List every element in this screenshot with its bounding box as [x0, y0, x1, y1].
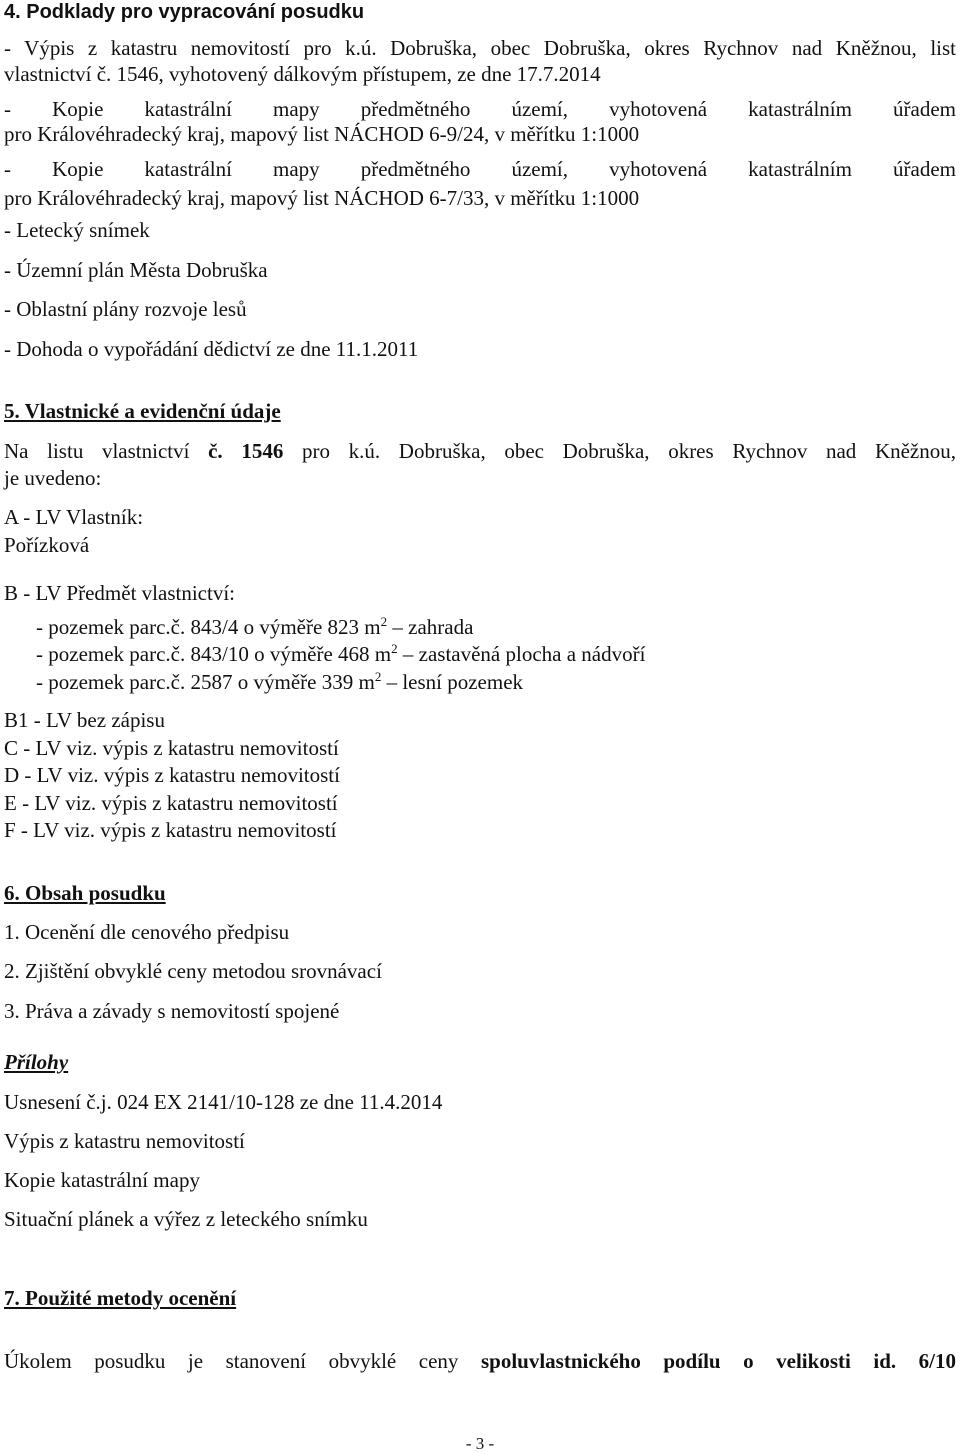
content-item: 2. Zjištění obvyklé ceny metodou srovnávací	[4, 959, 382, 983]
parcel-type: – zahrada	[387, 615, 474, 639]
source-item-1-line-2: vlastnictví č. 1546, vyhotovený dálkovým přístupem, ze dne 17.7.2014	[4, 62, 601, 86]
source-item-3-line-2: pro Královéhradecký kraj, mapový list NÁCHOD 6-7/33, v měřítku 1:1000	[4, 186, 640, 210]
section-7-heading: 7. Použité metody ocenění	[4, 1286, 237, 1310]
lv-a-label: A - LV Vlastník:	[4, 505, 144, 529]
valuation-share: spoluvlastnického podílu o velikosti id. 6/10	[480, 1349, 956, 1373]
parcel-item	[36, 670, 523, 694]
page-number: - 3 -	[465, 1434, 495, 1453]
section-6-heading: 6. Obsah posudku	[4, 881, 166, 905]
attachments-heading: Přílohy	[4, 1050, 69, 1074]
parcel-item	[36, 615, 473, 639]
parcel-unit-sup: 2	[374, 669, 382, 684]
source-item-1-line-1: - Výpis z katastru nemovitostí pro k.ú. Dobruška, obec Dobruška, okres Rychnov nad Kněžnou, list	[4, 36, 956, 60]
ownership-intro-line-2: je uvedeno:	[4, 466, 102, 490]
attachment-item: Usnesení č.j. 024 EX 2141/10-128 ze dne 11.4.2014	[4, 1090, 443, 1114]
parcel-type: – lesní pozemek	[381, 670, 524, 694]
parcel-item	[36, 642, 645, 666]
lv-b1: B1 - LV bez zápisu	[4, 708, 165, 732]
lv-e: E - LV viz. výpis z katastru nemovitostí	[4, 791, 338, 815]
parcel-unit-sup: 2	[380, 614, 388, 629]
content-item: 3. Práva a závady s nemovitostí spojené	[4, 999, 340, 1023]
ownership-intro-line-1	[4, 439, 956, 463]
lv-c: C - LV viz. výpis z katastru nemovitostí	[4, 736, 339, 760]
parcel-unit-sup: 2	[391, 641, 398, 656]
section-4-heading: 4. Podklady pro vypracování posudku	[4, 1, 365, 23]
source-item-4: - Letecký snímek	[4, 218, 150, 242]
valuation-text	[4, 1349, 956, 1373]
content-item: 1. Ocenění dle cenového předpisu	[4, 920, 290, 944]
attachment-item: Kopie katastrální mapy	[4, 1168, 200, 1192]
lv-d: D - LV viz. výpis z katastru nemovitostí	[4, 763, 340, 787]
lv-a-owner: Pořízková	[4, 533, 90, 557]
source-item-7: - Dohoda o vypořádání dědictví ze dne 11.1.2011	[4, 337, 419, 361]
source-item-5: - Územní plán Města Dobruška	[4, 258, 268, 282]
parcel-desc: - pozemek parc.č. 843/10 o výměře 468 m	[36, 642, 392, 666]
source-item-6: - Oblastní plány rozvoje lesů	[4, 297, 247, 321]
attachment-item: Výpis z katastru nemovitostí	[4, 1129, 245, 1153]
parcel-desc: - pozemek parc.č. 843/4 o výměře 823 m	[36, 615, 381, 639]
source-item-2-line-1: - Kopie katastrální mapy předmětného území, vyhotovená katastrálním úřadem	[4, 97, 956, 121]
ownership-intro-post: pro k.ú. Dobruška, obec Dobruška, okres Rychnov nad Kněžnou,	[283, 439, 956, 463]
parcel-type: – zastavěná plocha a nádvoří	[397, 642, 646, 666]
ownership-lv-number: č. 1546	[208, 439, 284, 463]
lv-b-label: B - LV Předmět vlastnictví:	[4, 581, 235, 605]
parcel-desc: - pozemek parc.č. 2587 o výměře 339 m	[36, 670, 375, 694]
valuation-text-pre: Úkolem posudku je stanovení obvyklé ceny	[4, 1349, 481, 1373]
source-item-2-line-2: pro Královéhradecký kraj, mapový list NÁCHOD 6-9/24, v měřítku 1:1000	[4, 122, 640, 146]
attachment-item: Situační plánek a výřez z leteckého snímku	[4, 1207, 368, 1231]
source-item-3-line-1: - Kopie katastrální mapy předmětného území, vyhotovená katastrálním úřadem	[4, 157, 956, 181]
section-5-heading: 5. Vlastnické a evidenční údaje	[4, 399, 281, 423]
lv-f: F - LV viz. výpis z katastru nemovitostí	[4, 818, 337, 842]
ownership-intro-pre: Na listu vlastnictví	[4, 439, 209, 463]
